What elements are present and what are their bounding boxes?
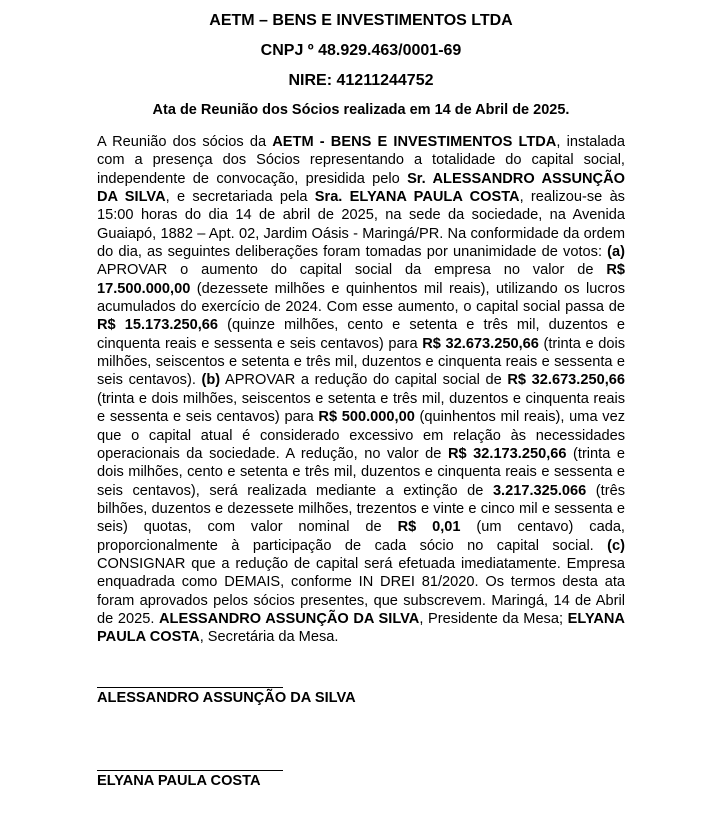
company-name: AETM – BENS E INVESTIMENTOS LTDA: [209, 12, 513, 29]
signature-block-secretary: [97, 760, 625, 790]
minutes-body-paragraph: A Reunião dos sócios da AETM - BENS E INVESTIMENTOS LTDA, instalada com a presença dos Sócios representando a totalidade do capital social, independente de convocação, presidida pelo Sr. ALESSANDRO ASSUNÇÃO DA SILVA, e secretariada pela Sra. ELYANA PAULA COSTA, realizou-se às 15:00 horas do dia 14 de abril de 2025, na sede da sociedade, na Avenida Guaiapó, 1882 – Apt. 02, Jardim Oásis - Maringá/PR. Na conformidade da ordem do dia, as seguintes deliberações foram tomadas por unanimidade de votos: (a) APROVAR o aumento do capital social da empresa no valor de R$ 17.500.000,00 (dezessete milhões e quinhentos mil reais), utilizando os lucros acumulados do exercício de 2024. Com esse aumento, o capital social passa de R$ 15.173.250,66 (quinze milhões, cento e setenta e três mil, duzentos e cinquenta reais e sessenta e seis centavos) para R$ 32.673.250,66 (trinta e dois milhões, seiscentos e setenta e três mil, duzentos e cinquenta reais e sessenta e seis centavos). (b) APROVAR a redução do capital social de R$ 32.673.250,66 (trinta e dois milhões, seiscentos e setenta e três mil, duzentos e cinquenta reais e sessenta e seis centavos) para R$ 500.000,00 (quinhentos mil reais), uma vez que o capital atual é considerado excessivo em relação às necessidades operacionais da sociedade. A redução, no valor de R$ 32.173.250,66 (trinta e dois milhões, cento e setenta e três mil, duzentos e cinquenta reais e sessenta e seis centavos), será realizada mediante a extinção de 3.217.325.066 (três bilhões, duzentos e dezessete milhões, trezentos e vinte e cinco mil e sessenta e seis) quotas, com valor nominal de R$ 0,01 (um centavo) cada, proporcionalmente à participação de cada sócio no capital social. (c) CONSIGNAR que a redução de capital será efetuada imediatamente. Empresa enquadrada como DEMAIS, conforme IN DREI 81/2020. Os termos desta ata foram aprovados pelos sócios presentes, que subscrevem. Maringá, 14 de Abril de 2025. ALESSANDRO ASSUNÇÃO DA SILVA, Presidente da Mesa; ELYANA PAULA COSTA, Secretária da Mesa.: [97, 134, 626, 646]
signature-block-president: [97, 677, 625, 707]
document-header: [97, 12, 625, 119]
document-page: [0, 12, 713, 815]
nire-line: NIRE: 41211244752: [288, 72, 434, 89]
document-title: Ata de Reunião dos Sócios realizada em 14 de Abril de 2025.: [152, 102, 570, 118]
signature-line-secretary: [97, 760, 283, 771]
signature-line-president: [97, 677, 283, 688]
signature-name-secretary: ELYANA PAULA COSTA: [97, 772, 261, 789]
signature-name-president: ALESSANDRO ASSUNÇÃO DA SILVA: [97, 689, 356, 706]
cnpj-line: CNPJ º 48.929.463/0001-69: [260, 42, 462, 59]
